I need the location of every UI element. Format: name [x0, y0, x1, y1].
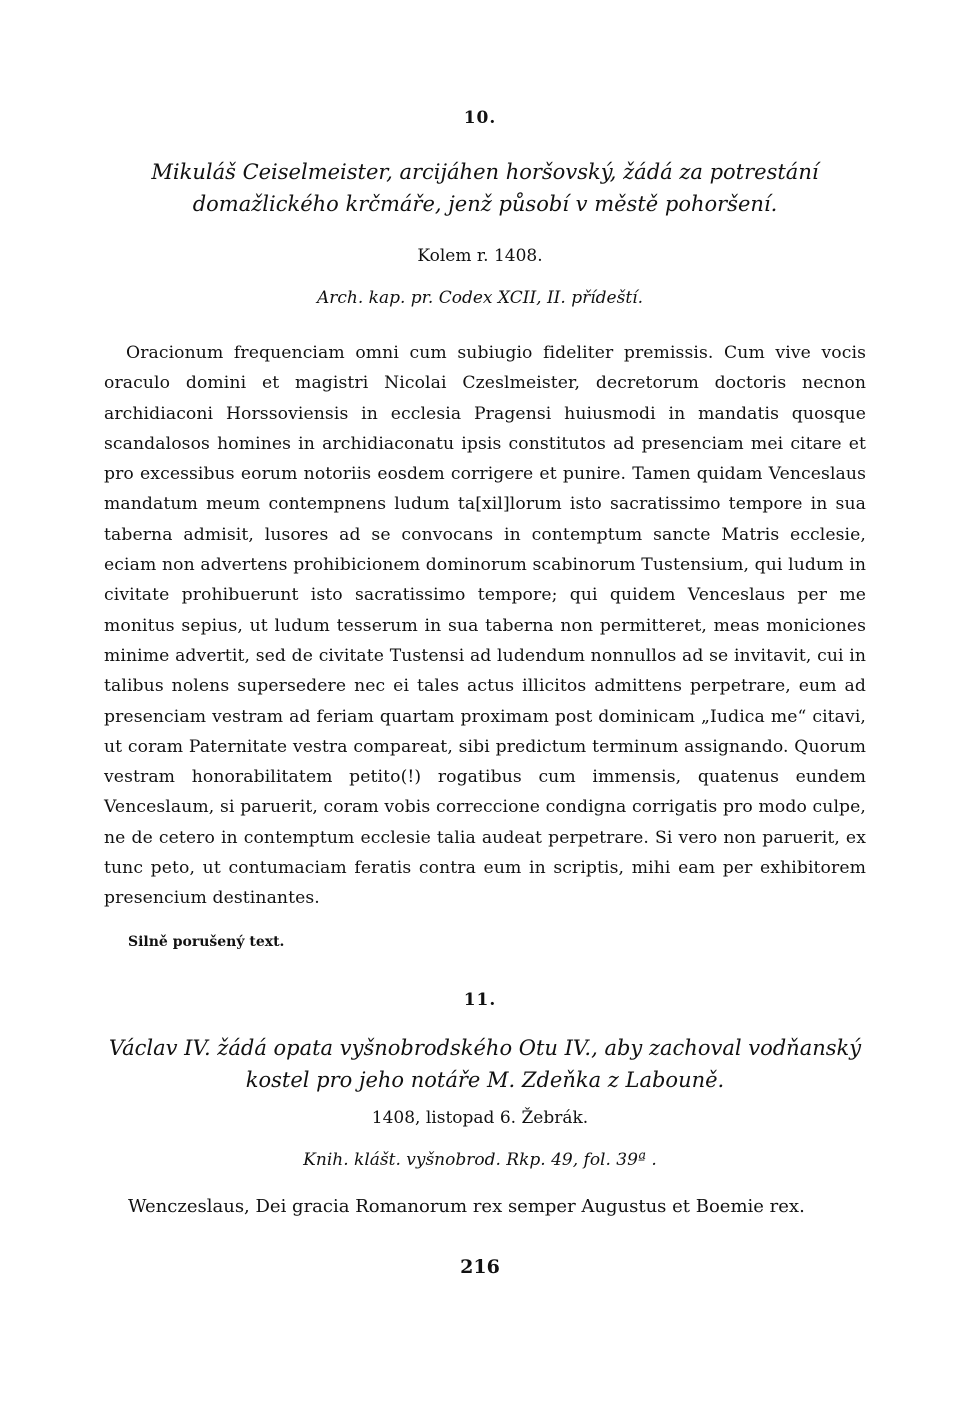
document-text	[104, 338, 866, 914]
page-number: 216	[460, 1256, 500, 1278]
document-heading: Václav IV. žádá opata vyšnobrodského Otu IV., aby zachoval vodňanský kostel pro jeho notáře M. Zdeňka z Labouně.	[108, 1036, 862, 1092]
document-number: 10.	[463, 108, 497, 128]
document-text-line: Wenczeslaus, Dei gracia Romanorum rex semper Augustus et Boemie rex.	[128, 1196, 805, 1217]
document-source: Arch. kap. pr. Codex XCII, II. přídeští.	[316, 288, 643, 308]
document-date: Kolem r. 1408.	[417, 246, 543, 266]
document-date: 1408, listopad 6. Žebrák.	[371, 1108, 589, 1128]
document-number: 11.	[463, 990, 497, 1010]
document-heading: Mikuláš Ceiselmeister, arcijáhen horšovský, žádá za potrestání domažlického krčmáře, jenž působí v městě pohoršení.	[151, 160, 819, 216]
document-paragraph: Oracionum frequenciam omni cum subiugio fideliter premissis. Cum vive vocis oraculo domini et magistri Nicolai Czeslmeister, decretorum doctoris necnon archidiaconi Horssoviensis in ecclesia Pragensi huiusmodi in mandatis quosque scandalosos homines in archidiaconatu ipsis constitutos ad presenciam mei citare et pro excessibus eorum notoriis eosdem corrigere et punire. Tamen quidam Venceslaus mandatum meum contempnens ludum ta[xil]lorum isto sacratissimo tempore in sua taberna admisit, lusores ad se convocans in contemptum sancte Matris ecclesie, eciam non advertens prohibicionem dominorum scabinorum Tustensium, qui ludum in civitate prohibuerunt isto sacratissimo tempore; qui quidem Venceslaus per me monitus sepius, ut ludum tesserum in sua taberna non permitteret, meas moniciones minime advertit, sed de civitate Tustensi ad ludendum nonnullos ad se invitavit, cui in talibus nolens supersedere nec ei tales actus illicitos admittens perpetrare, eum ad presenciam vestram ad feriam quartam proximam post dominicam „Iudica me“ citavi, ut coram Paternitate vestra compareat, sibi predictum terminum assignando. Quorum vestram honorabilitatem petito(!) rogatibus cum immensis, quatenus eundem Venceslaum, si paruerit, coram vobis correccione condigna corrigatis pro modo culpe, ne de cetero in contemptum ecclesie talia audeat perpetrare. Si vero non paruerit, ex tunc peto, ut contumaciam feratis contra eum in scriptis, mihi eam per exhibitorem presencium destinantes.	[104, 343, 866, 909]
document-note: Silně porušený text.	[128, 934, 285, 950]
document-source: Knih. klášt. vyšnobrod. Rkp. 49, fol. 39ª .	[303, 1150, 657, 1170]
